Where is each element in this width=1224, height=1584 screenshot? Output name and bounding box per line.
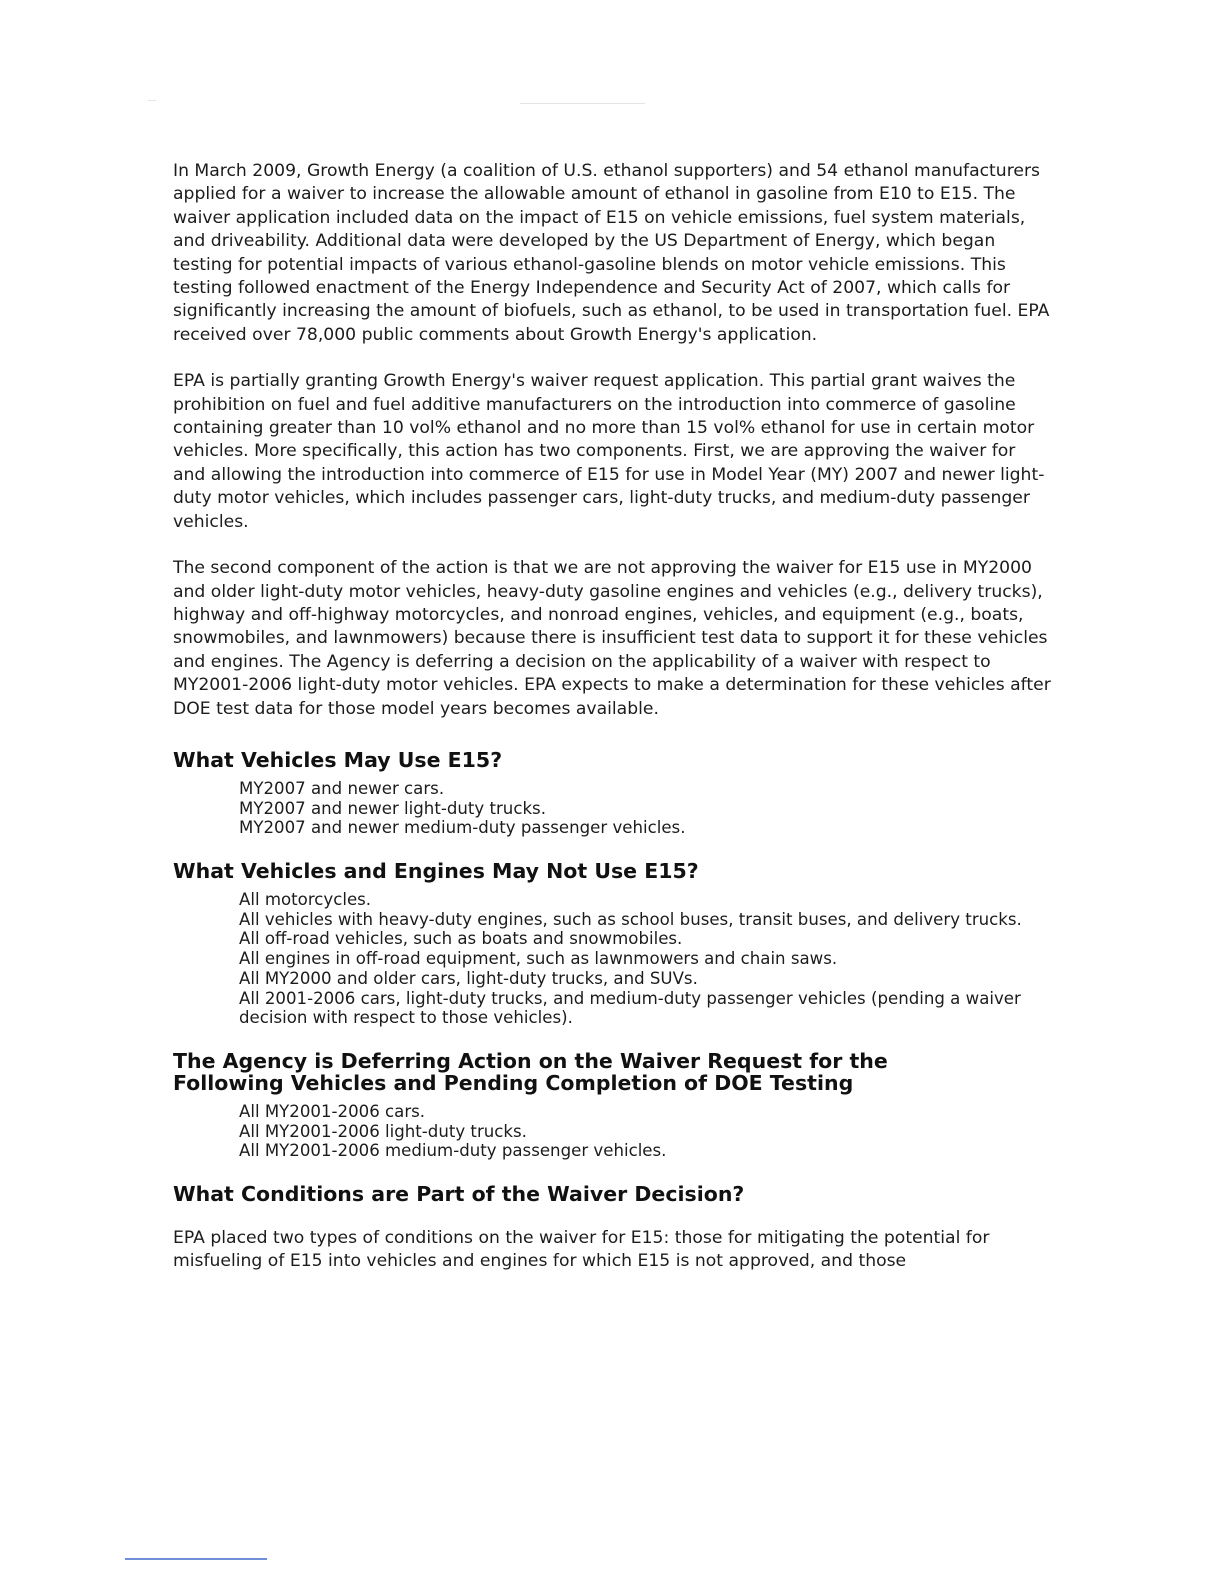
section-may-not-use-e15 [173, 860, 1053, 1028]
list-item: MY2007 and newer medium-duty passenger vehicles. [239, 818, 686, 838]
document-page [173, 160, 1053, 1297]
partial-grant-paragraph: EPA is partially granting Growth Energy's waiver request application. This partial grant waives the prohibition on fuel and fuel additive manufacturers on the introduction into commerce of gasoline containing greater than 10 vol% ethanol and no more than 15 vol% ethanol for use in certain motor vehicles. More specifically, this action has two components. First, we are approving the waiver for and allowing the introduction into commerce of E15 for use in Model Year (MY) 2007 and newer light-duty motor vehicles, which includes passenger cars, light-duty trucks, and medium-duty passenger vehicles. [173, 371, 1045, 532]
list-item: All vehicles with heavy-duty engines, such as school buses, transit buses, and delivery trucks. [239, 909, 1022, 929]
list-item: MY2007 and newer cars. [239, 778, 445, 798]
intro-paragraph: In March 2009, Growth Energy (a coalition of U.S. ethanol supporters) and 54 ethanol manufacturers applied for a waiver to increase the allowable amount of ethanol in gasoline from E10 to E15. The waiver application included data on the impact of E15 on vehicle emissions, fuel system materials, and driveability. Additional data were developed by the US Department of Energy, which began testing for potential impacts of various ethanol-gasoline blends on motor vehicle emissions. This testing followed enactment of the Energy Independence and Security Act of 2007, which calls for significantly increasing the amount of biofuels, such as ethanol, to be used in transportation fuel. EPA received over 78,000 public comments about Growth Energy's application. [173, 161, 1050, 345]
section-may-use-e15 [173, 749, 1053, 838]
scan-artifact-left [148, 100, 156, 101]
vehicle-list [173, 779, 1053, 838]
section-heading: What Conditions are Part of the Waiver Decision? [173, 1182, 745, 1207]
list-item: All 2001-2006 cars, light-duty trucks, and medium-duty passenger vehicles (pending a waiver decision with respect to those vehicles). [239, 988, 1021, 1028]
section-heading: The Agency is Deferring Action on the Waiver Request for the Following Vehicles and Pending Completion of DOE Testing [173, 1048, 888, 1095]
scan-artifact-top [520, 103, 645, 104]
list-item: All MY2001-2006 medium-duty passenger vehicles. [239, 1141, 667, 1161]
list-item: All motorcycles. [239, 890, 372, 910]
list-item: All MY2001-2006 light-duty trucks. [239, 1121, 527, 1141]
conditions-paragraph: EPA placed two types of conditions on the waiver for E15: those for mitigating the potential for misfueling of E15 into vehicles and engines for which E15 is not approved, and those [173, 1228, 990, 1272]
vehicle-list [173, 890, 1053, 1028]
list-item: MY2007 and newer light-duty trucks. [239, 798, 546, 818]
section-deferring-action [173, 1050, 1053, 1161]
section-heading: What Vehicles May Use E15? [173, 747, 503, 772]
list-item: All engines in off-road equipment, such as lawnmowers and chain saws. [239, 949, 838, 969]
section-heading: What Vehicles and Engines May Not Use E15? [173, 859, 699, 884]
list-item: All off-road vehicles, such as boats and snowmobiles. [239, 929, 683, 949]
list-item: All MY2001-2006 cars. [239, 1101, 426, 1121]
second-component-paragraph: The second component of the action is that we are not approving the waiver for E15 use in MY2000 and older light-duty motor vehicles, heavy-duty gasoline engines and vehicles (e.g., delivery trucks), highway and off-highway motorcycles, and nonroad engines, vehicles, and equipment (e.g., boats, snowmobiles, and lawnmowers) because there is insufficient test data to support it for these vehicles and engines. The Agency is deferring a decision on the applicability of a waiver with respect to MY2001-2006 light-duty motor vehicles. EPA expects to make a determination for these vehicles after DOE test data for those model years becomes available. [173, 558, 1051, 719]
footnote-divider [125, 1558, 267, 1560]
list-item: All MY2000 and older cars, light-duty trucks, and SUVs. [239, 968, 698, 988]
vehicle-list [173, 1102, 1053, 1161]
section-waiver-conditions [173, 1183, 1053, 1274]
